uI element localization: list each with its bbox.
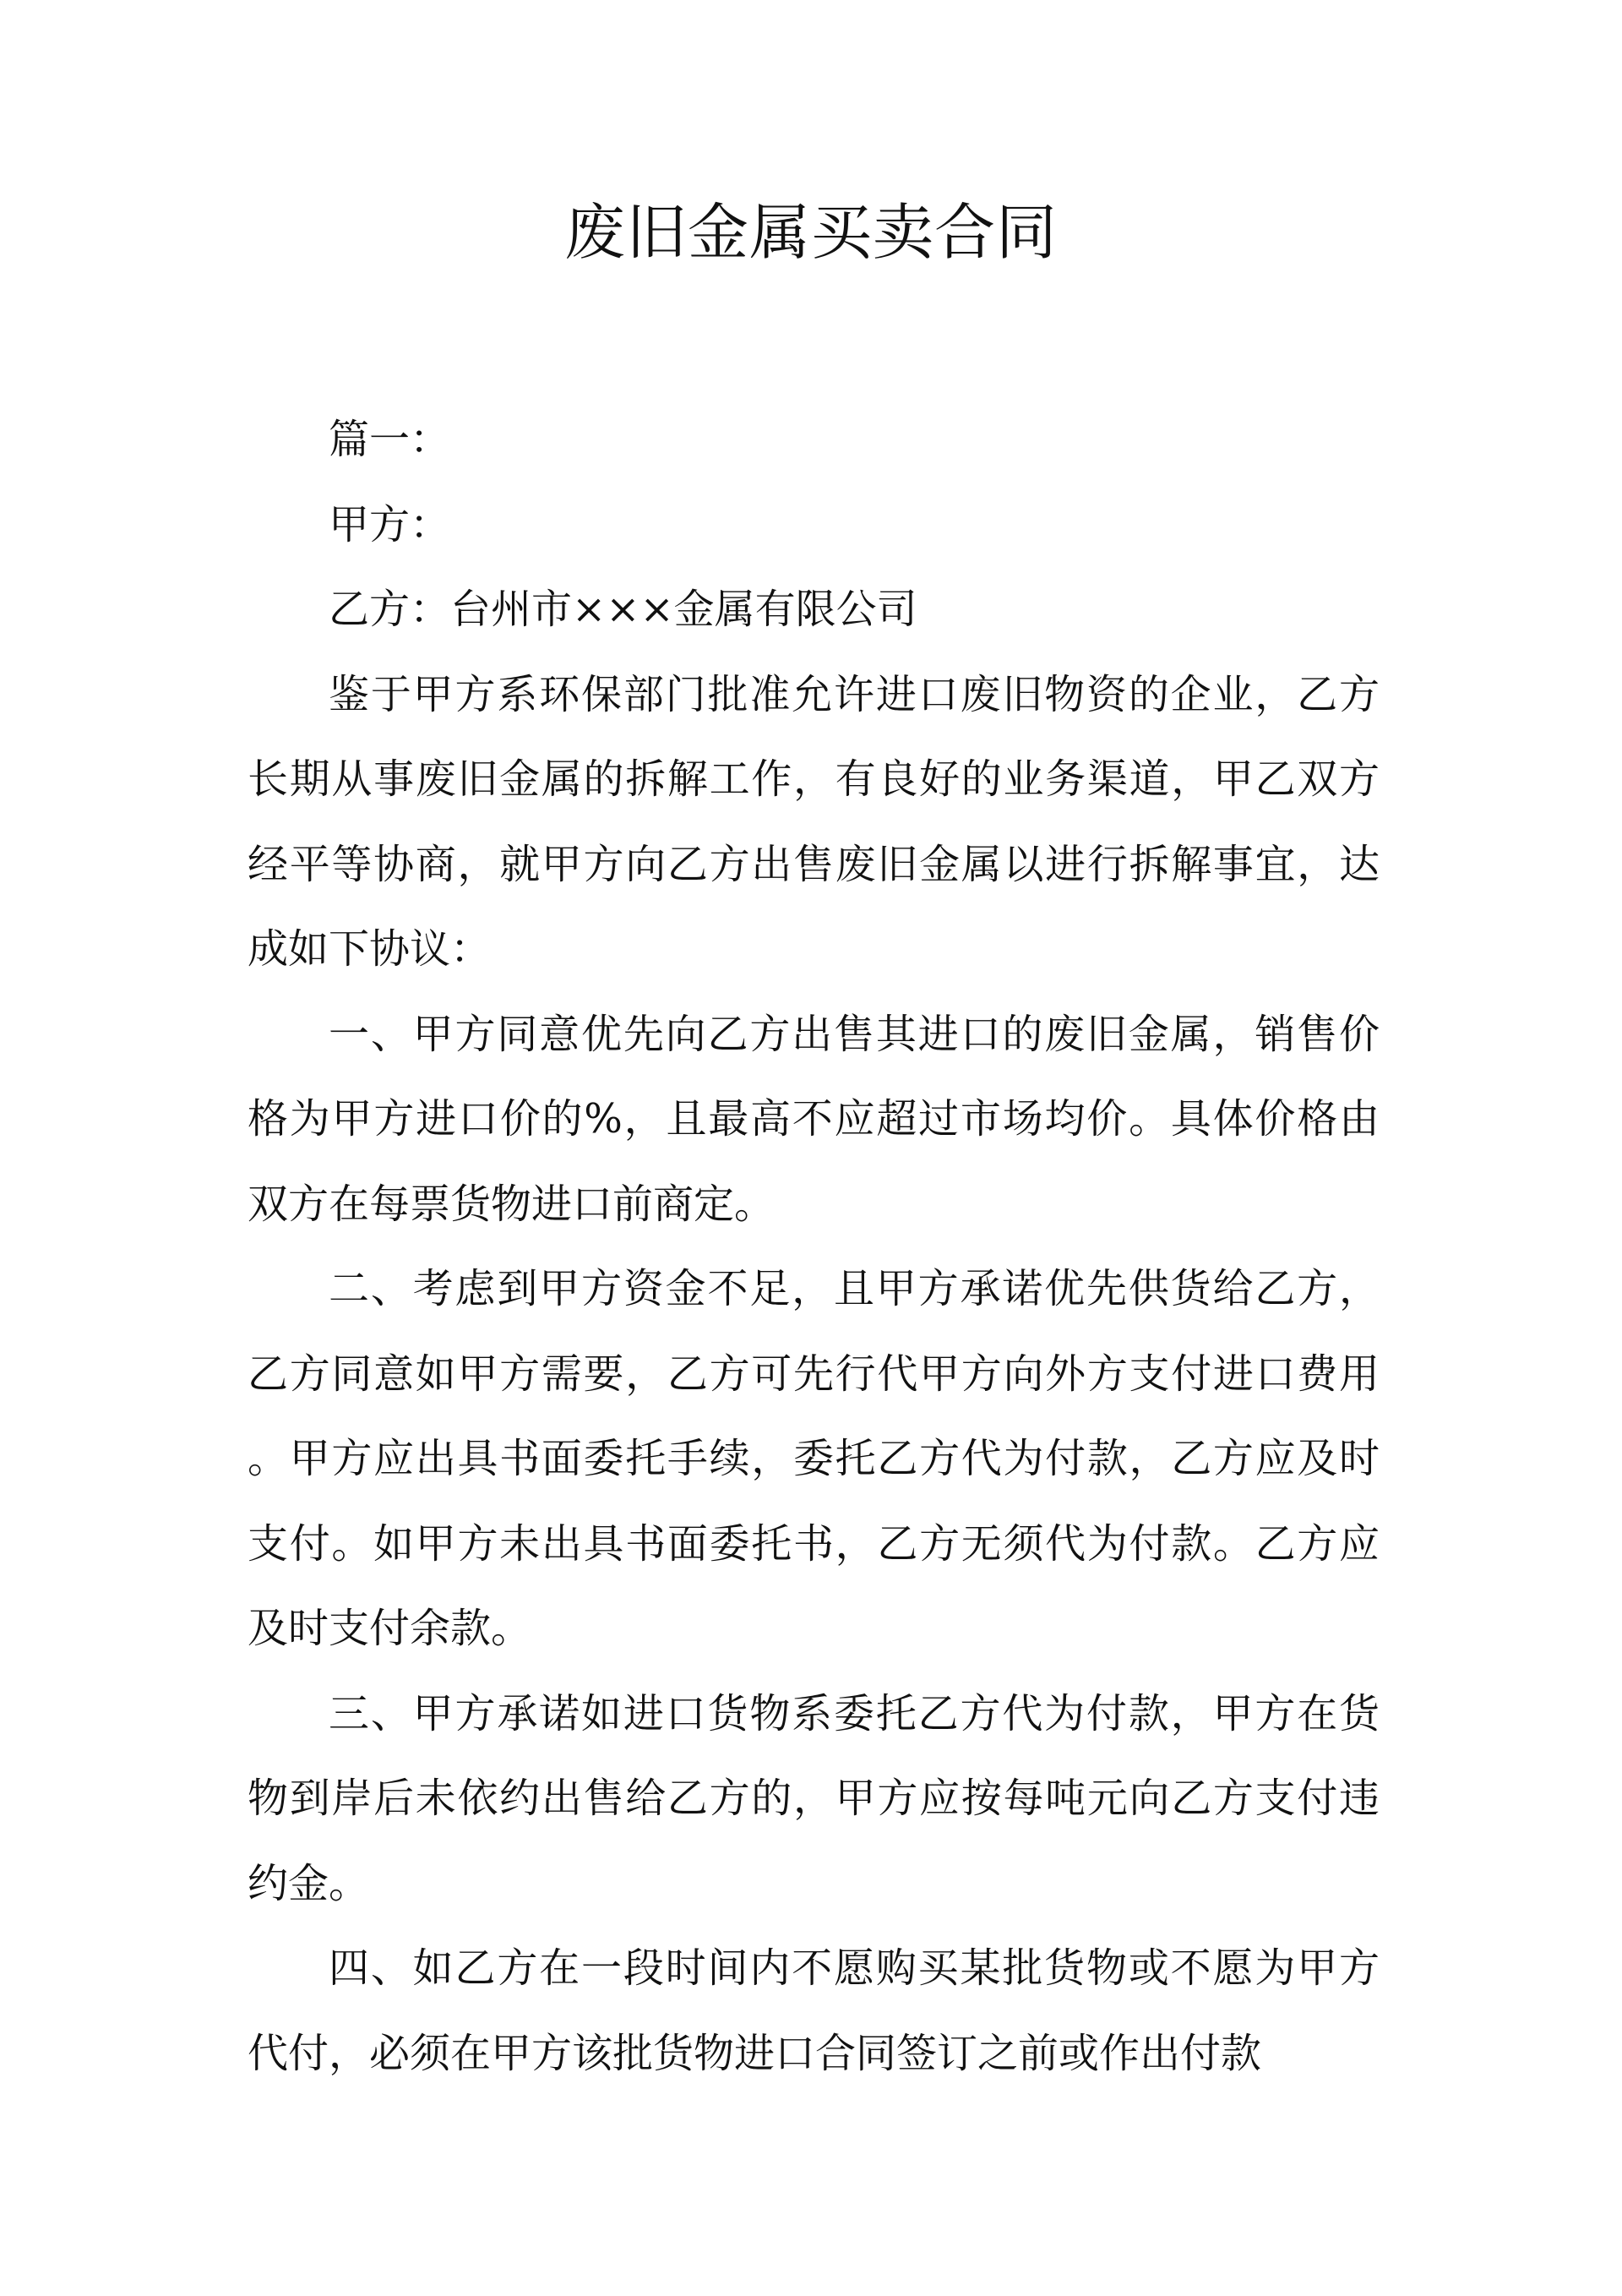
party-b-line: 乙方：台州市×××金属有限公司	[329, 586, 917, 633]
document-body	[248, 397, 1380, 2096]
document-title: 废旧金属买卖合同	[563, 197, 1058, 268]
clause-1-paragraph: 一、甲方同意优先向乙方出售其进口的废旧金属，销售价格为甲方进口价的%，且最高不应超过市场均价。具体价格由双方在每票货物进口前商定。	[248, 1010, 1380, 1228]
section-heading: 篇一：	[329, 416, 451, 463]
clause-2-paragraph: 二、考虑到甲方资金不足，且甲方承诺优先供货给乙方，乙方同意如甲方需要，乙方可先行代甲方向外方支付进口费用。甲方应出具书面委托手续，委托乙方代为付款，乙方应及时支付。如甲方未出具书面委托书，乙方无须代为付款。乙方应及时支付余款。	[248, 1265, 1380, 1652]
clause-4-paragraph: 四、如乙方在一段时间内不愿购买某批货物或不愿为甲方代付，必须在甲方该批货物进口合同签订之前或作出付款	[248, 1944, 1380, 2077]
party-a-line: 甲方：	[329, 500, 451, 548]
preamble-paragraph: 鉴于甲方系环保部门批准允许进口废旧物资的企业，乙方长期从事废旧金属的拆解工作，有良好的业务渠道，甲乙双方经平等协商，就甲方向乙方出售废旧金属以进行拆解事宜，达成如下协议：	[248, 670, 1380, 973]
clause-3-paragraph: 三、甲方承诺如进口货物系委托乙方代为付款，甲方在货物到岸后未依约出售给乙方的，甲方应按每吨元向乙方支付违约金。	[248, 1689, 1380, 1907]
